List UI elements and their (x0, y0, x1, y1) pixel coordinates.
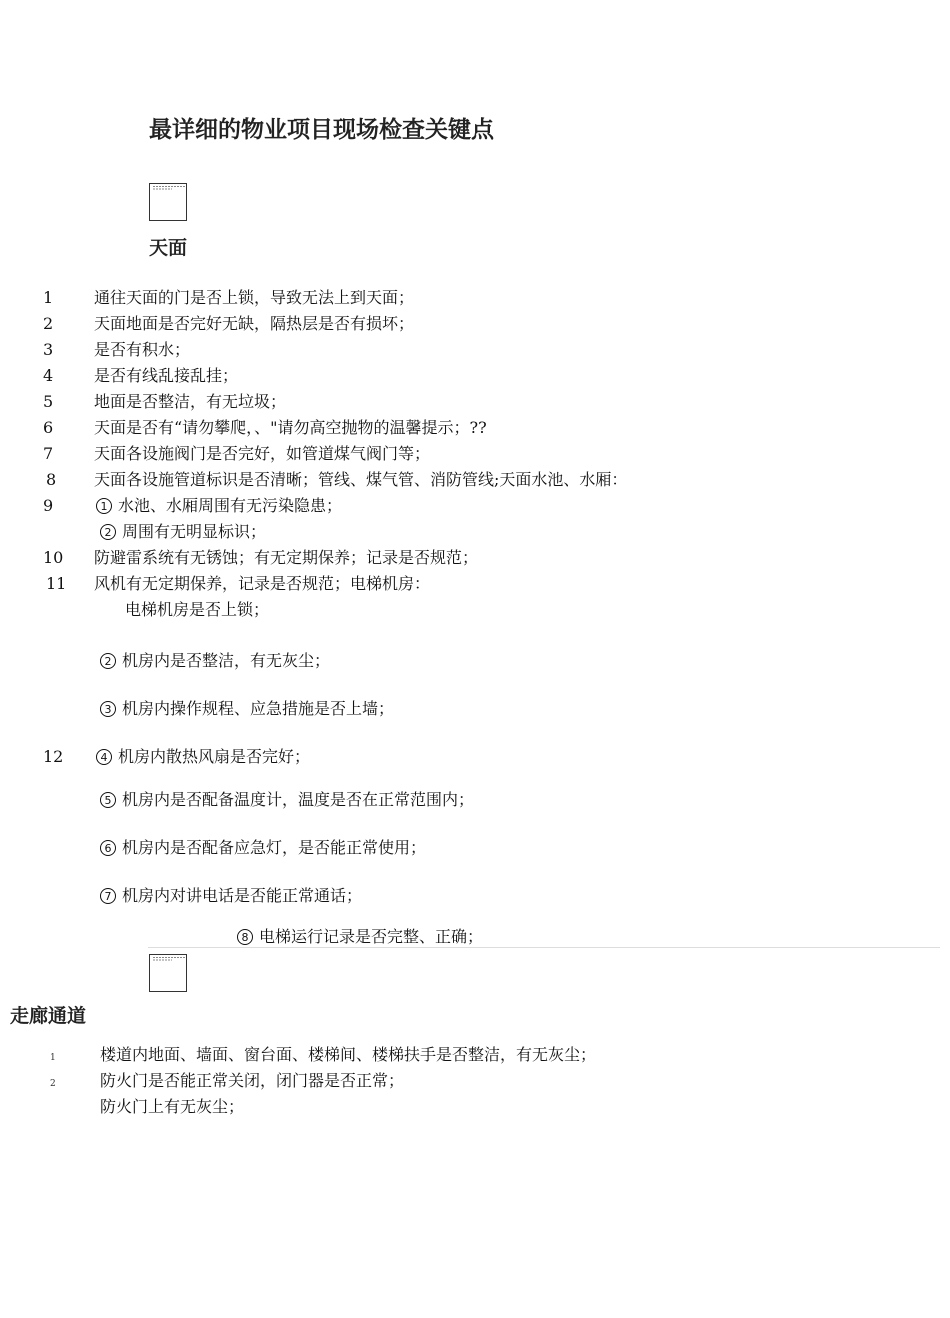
list-number: 6 (43, 418, 54, 437)
circled-number: 6 (100, 840, 116, 856)
list-item: 是否有线乱接乱挂； (94, 366, 239, 385)
list-item: 通往天面的门是否上锁，导致无法上到天面； (94, 288, 415, 307)
list-item: 天面各设施阀门是否完好，如管道煤气阀门等； (94, 444, 431, 463)
section-heading-roof: 天面 (149, 237, 188, 259)
list-number: 10 (43, 548, 64, 567)
circled-number: 1 (96, 498, 112, 514)
list-number: 7 (43, 444, 54, 463)
list-item: 防火门是否能正常关闭，闭门器是否正常； (100, 1071, 405, 1090)
section-heading-corridor: 走廊通道 (10, 1005, 87, 1027)
circled-number: 8 (237, 929, 253, 945)
list-item-text: 周围有无明显标识； (122, 522, 267, 541)
image-placeholder (149, 183, 187, 221)
list-item-text: 机房内是否配备应急灯，是否能正常使用； (122, 838, 427, 857)
page-title: 最详细的物业项目现场检查关键点 (149, 117, 494, 143)
list-number: 12 (43, 747, 64, 766)
list-item: 天面是否有“请勿攀爬，、"请勿高空抛物的温馨提示；?? (94, 418, 487, 437)
list-item: 地面是否整洁，有无垃圾； (94, 392, 287, 411)
list-number: 4 (43, 366, 54, 385)
list-item (100, 651, 330, 671)
list-item: 电梯机房是否上锁； (125, 600, 270, 619)
list-number: 11 (46, 574, 67, 593)
circled-number: 4 (96, 749, 112, 765)
list-item: 天面各设施管道标识是否清晰；管线、煤气管、消防管线;天面水池、水厢： (94, 470, 628, 489)
list-item-text: 机房内散热风扇是否完好； (118, 747, 311, 766)
list-item-text: 机房内对讲电话是否能正常通话； (122, 886, 363, 905)
list-item: 风机有无定期保养，记录是否规范；电梯机房： (94, 574, 431, 593)
circled-number: 2 (100, 524, 116, 540)
list-item (100, 790, 474, 810)
list-number: 2 (50, 1079, 56, 1089)
list-item (96, 496, 342, 516)
list-number: 1 (50, 1053, 56, 1063)
list-item: 防避雷系统有无锈蚀；有无定期保养；记录是否规范； (94, 548, 479, 567)
divider (148, 947, 940, 948)
list-item-text: 机房内是否配备温度计，温度是否在正常范围内； (122, 790, 475, 809)
list-item (237, 927, 483, 947)
list-item-text: 机房内操作规程、应急措施是否上墙； (122, 699, 395, 718)
list-number: 8 (46, 470, 57, 489)
list-item (96, 747, 310, 767)
list-item (100, 838, 426, 858)
list-item (100, 699, 394, 719)
list-item: 是否有积水； (94, 340, 191, 359)
image-placeholder (149, 954, 187, 992)
circled-number: 7 (100, 888, 116, 904)
circled-number: 2 (100, 653, 116, 669)
image-caption-scribble (152, 185, 186, 192)
list-item-text: 电梯运行记录是否完整、正确； (259, 927, 484, 946)
list-number: 1 (43, 288, 54, 307)
list-number: 9 (43, 496, 54, 515)
circled-number: 5 (100, 792, 116, 808)
list-item-text: 机房内是否整洁，有无灰尘； (122, 651, 331, 670)
list-item (100, 522, 266, 542)
list-item: 天面地面是否完好无缺，隔热层是否有损坏； (94, 314, 415, 333)
circled-number: 3 (100, 701, 116, 717)
list-item (100, 886, 362, 906)
list-item-text: 水池、水厢周围有无污染隐患； (118, 496, 343, 515)
list-item: 楼道内地面、墙面、窗台面、楼梯间、楼梯扶手是否整洁，有无灰尘； (100, 1045, 597, 1064)
list-number: 3 (43, 340, 54, 359)
image-caption-scribble (152, 956, 186, 963)
list-number: 5 (43, 392, 54, 411)
list-item: 防火门上有无灰尘； (100, 1097, 245, 1116)
list-number: 2 (43, 314, 54, 333)
